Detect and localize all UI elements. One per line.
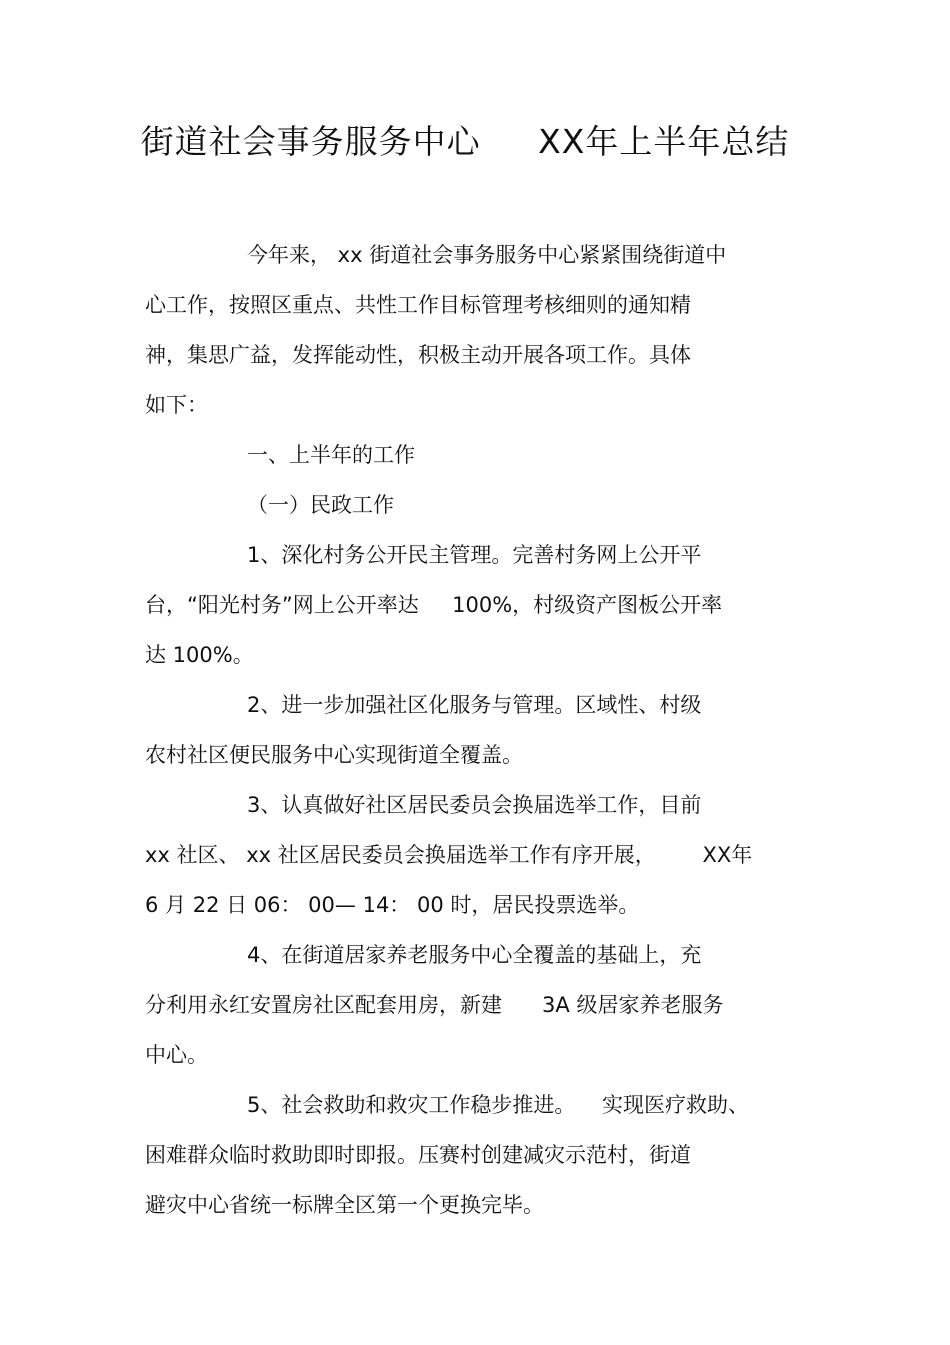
paragraph-line: 4、在街道居家养老服务中心全覆盖的基础上，充 xyxy=(247,943,702,967)
paragraph-line: 5、社会救助和救灾工作稳步推进。 实现医疗救助、 xyxy=(247,1093,750,1117)
section-heading: 一、上半年的工作 xyxy=(247,443,415,467)
paragraph-line: 神，集思广益，发挥能动性，积极主动开展各项工作。具体 xyxy=(145,343,691,367)
subsection-heading: （一）民政工作 xyxy=(247,493,394,517)
paragraph-line: xx 社区、 xx 社区居民委员会换届选举工作有序开展， XX年 xyxy=(145,843,753,867)
paragraph-line: 中心。 xyxy=(145,1043,208,1067)
paragraph-line: 2、进一步加强社区化服务与管理。区域性、村级 xyxy=(247,693,702,717)
paragraph-line: 避灾中心省统一标牌全区第一个更换完毕。 xyxy=(145,1193,544,1217)
paragraph-line: 农村社区便民服务中心实现街道全覆盖。 xyxy=(145,743,523,767)
paragraph-line: 如下： xyxy=(145,393,208,417)
paragraph-line: 1、深化村务公开民主管理。完善村务网上公开平 xyxy=(247,543,702,567)
paragraph-line: 3、认真做好社区居民委员会换届选举工作，目前 xyxy=(247,793,702,817)
paragraph-line: 6 月 22 日 06： 00— 14： 00 时，居民投票选举。 xyxy=(145,893,640,917)
paragraph-line: 心工作，按照区重点、共性工作目标管理考核细则的通知精 xyxy=(145,293,691,317)
paragraph-line: 台，“阳光村务”网上公开率达 100%，村级资产图板公开率 xyxy=(145,593,723,617)
document-title: 街道社会事务服务中心 XX年上半年总结 xyxy=(140,122,790,161)
paragraph-line: 今年来， xx 街道社会事务服务中心紧紧围绕街道中 xyxy=(247,243,727,267)
paragraph-line: 分利用永红安置房社区配套用房，新建 3A 级居家养老服务 xyxy=(145,993,724,1017)
paragraph-line: 达 100%。 xyxy=(145,643,254,667)
paragraph-line: 困难群众临时救助即时即报。压赛村创建减灾示范村，街道 xyxy=(145,1143,691,1167)
